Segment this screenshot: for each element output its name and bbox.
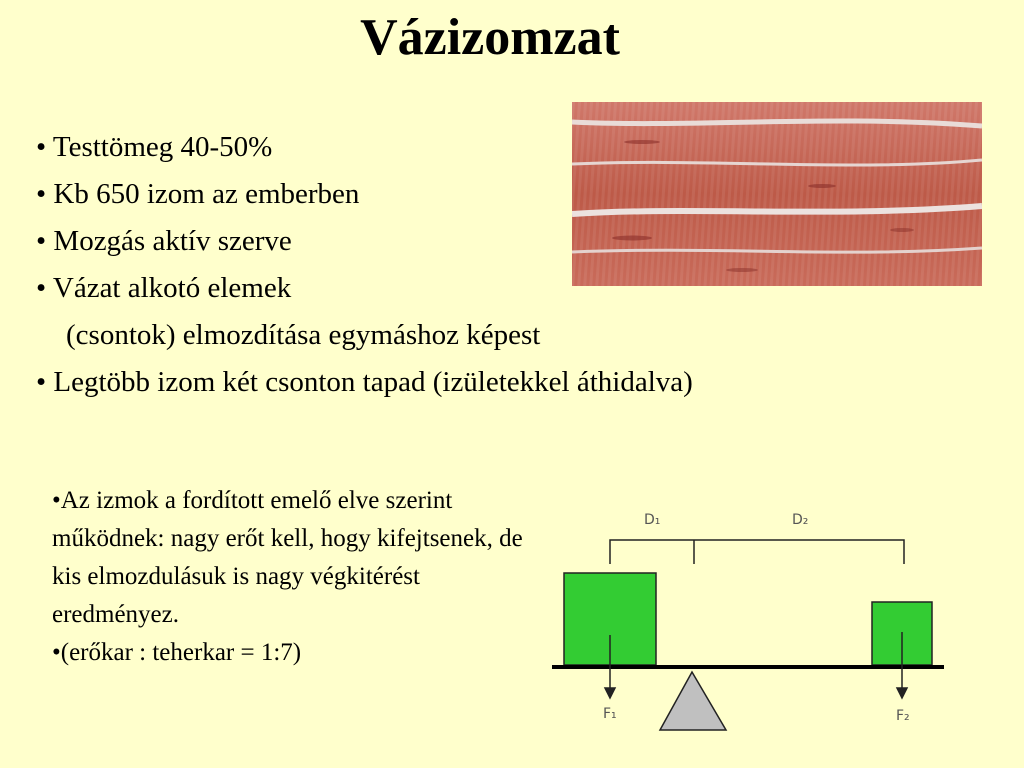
lever-diagram — [548, 508, 948, 736]
d1-label: D₁ — [644, 512, 661, 528]
bullet-skeleton-elements: • Vázat alkotó elemek — [36, 272, 292, 304]
bullet-active-organ: • Mozgás aktív szerve — [36, 225, 292, 257]
bullet-muscle-attachment: • Legtöbb izom két csonton tapad (izületekkel áthidalva) — [36, 366, 693, 398]
bullet-muscle-count: • Kb 650 izom az emberben — [36, 178, 360, 210]
d2-label: D₂ — [792, 512, 809, 528]
dimension-bracket — [610, 540, 904, 564]
lever-ratio-text: •(erőkar : teherkar = 1:7) — [52, 639, 302, 666]
slide-title: Vázizomzat — [360, 9, 620, 66]
lever-text-list — [52, 482, 532, 672]
muscle-tissue-image — [572, 102, 982, 286]
fulcrum-triangle — [660, 672, 726, 730]
f1-label: F₁ — [603, 706, 617, 722]
lever-principle-text: •Az izmok a fordított emelő elve szerint működnek: nagy erőt kell, hogy kifejtsenek, de kis elmozdulásuk is nagy végkitérést eredményez. — [52, 487, 523, 628]
bullet-bones-continuation: (csontok) elmozdítása egymáshoz képest — [66, 319, 541, 351]
bullet-body-mass: • Testtömeg 40-50% — [36, 131, 273, 163]
f2-label: F₂ — [896, 708, 910, 724]
